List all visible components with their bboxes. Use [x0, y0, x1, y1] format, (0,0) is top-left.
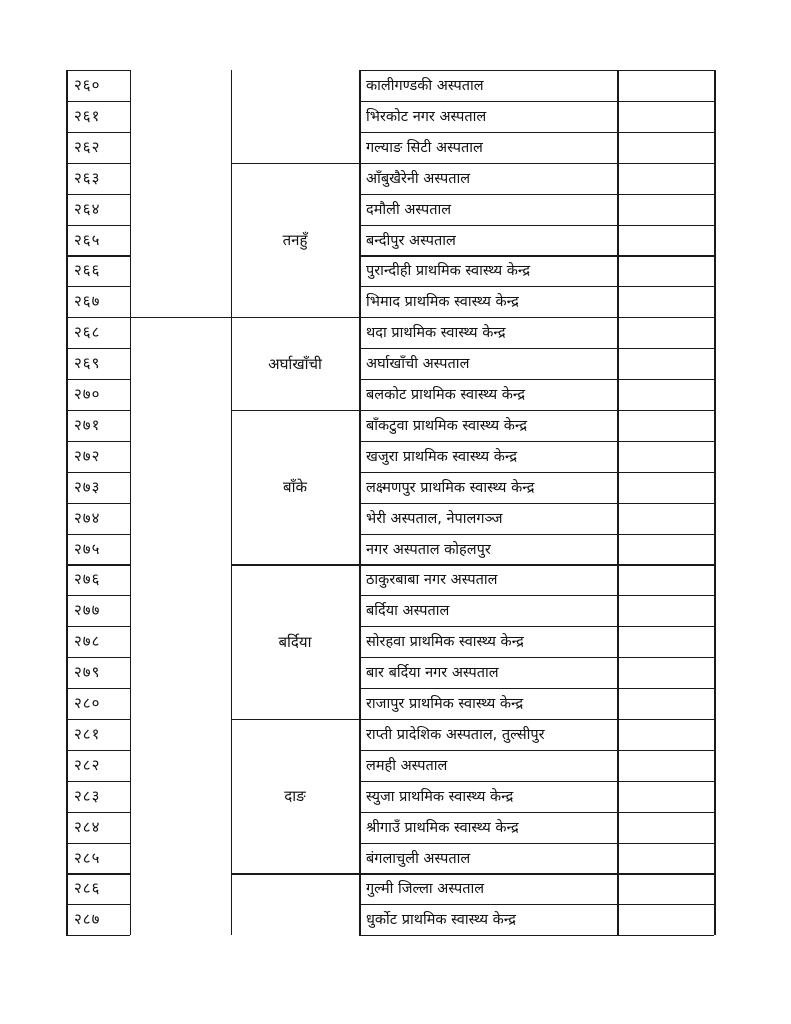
district-break-line: [231, 873, 359, 874]
district-name: तनहुँ: [282, 230, 308, 249]
hospital-name: राजापुर प्राथमिक स्वास्थ्य केन्द्र: [366, 696, 524, 712]
serial-number: २६७: [74, 292, 101, 311]
hospital-name: बर्दिया अस्पताल: [366, 603, 450, 620]
hospital-name: सोरहवा प्राथमिक स्वास्थ्य केन्द्र: [366, 634, 524, 651]
serial-number: २८५: [74, 848, 101, 867]
serial-number: २६१: [74, 106, 101, 125]
serial-number: २८२: [74, 755, 101, 774]
serial-number: २७४: [74, 508, 101, 527]
serial-number: २८४: [74, 817, 101, 836]
hospital-name: पुरान्दीही प्राथमिक स्वास्थ्य केन्द्र: [366, 263, 531, 280]
serial-number: २६४: [74, 199, 101, 218]
serial-number: २६३: [74, 168, 101, 187]
hospital-name: गल्याङ सिटी अस्पताल: [366, 139, 483, 156]
serial-number: २७३: [74, 477, 101, 496]
row-line-hospital: [359, 935, 714, 936]
serial-number: २६९: [74, 354, 101, 373]
serial-number: २८७: [74, 910, 101, 929]
hospital-name: भेरी अस्पताल, नेपालगञ्ज: [366, 510, 503, 527]
hospital-name: लमही अस्पताल: [366, 757, 448, 774]
serial-number: २७७: [74, 601, 101, 620]
district-name: अर्घाखाँची: [268, 354, 322, 373]
row-line-serial: [66, 935, 130, 936]
serial-number: २८३: [74, 786, 101, 805]
serial-number: २८०: [74, 694, 101, 712]
col-border-right: [714, 70, 716, 935]
serial-number: २७९: [74, 663, 101, 682]
hospital-name: स्युजा प्राथमिक स्वास्थ्य केन्द्र: [366, 788, 514, 805]
district-name: बाँके: [283, 478, 307, 497]
district-break-line: [231, 317, 359, 318]
hospital-name: बलकोट प्राथमिक स्वास्थ्य केन्द्र: [366, 387, 526, 403]
serial-number: २६६: [74, 261, 101, 280]
serial-number: २७१: [74, 415, 101, 434]
serial-number: २७६: [74, 570, 101, 589]
hospital-name: खजुरा प्राथमिक स्वास्थ्य केन्द्र: [366, 448, 518, 465]
serial-number: २६८: [74, 323, 101, 342]
hospital-name: आँबुखैरेनी अस्पताल: [366, 170, 471, 187]
serial-number: २७२: [74, 446, 101, 465]
district-name: बर्दिया: [278, 632, 312, 651]
hospital-name: बार बर्दिया नगर अस्पताल: [366, 665, 499, 682]
hospital-name: श्रीगाउँ प्राथमिक स्वास्थ्य केन्द्र: [366, 819, 519, 836]
hospital-name: बन्दीपुर अस्पताल: [366, 232, 456, 249]
serial-number: २६५: [74, 230, 101, 249]
hospital-name: गुल्मी जिल्ला अस्पताल: [366, 881, 485, 898]
serial-number: २७५: [74, 539, 101, 558]
hospital-name: थदा प्राथमिक स्वास्थ्य केन्द्र: [366, 325, 506, 342]
district-name: दाङ: [284, 787, 306, 806]
hospital-name: राप्ती प्रादेशिक अस्पताल, तुल्सीपुर: [366, 726, 545, 743]
hospital-name: दमौली अस्पताल: [366, 201, 452, 218]
district-break-line: [231, 410, 359, 411]
hospital-name: भिमाद प्राथमिक स्वास्थ्य केन्द्र: [366, 294, 519, 311]
serial-number: २७०: [74, 385, 101, 403]
hospital-name: धुर्कोट प्राथमिक स्वास्थ्य केन्द्र: [366, 912, 516, 929]
serial-number: २६२: [74, 137, 101, 156]
hospital-name: अर्घाखाँची अस्पताल: [366, 356, 470, 373]
district-break-line: [231, 719, 359, 720]
hospital-name: ठाकुरबाबा नगर अस्पताल: [366, 572, 498, 589]
serial-number: २६०: [74, 76, 101, 94]
hospital-name: कालीगण्डकी अस्पताल: [366, 78, 484, 94]
serial-number: २८६: [74, 879, 101, 898]
district-break-line: [231, 564, 359, 565]
hospital-name: लक्ष्मणपुर प्राथमिक स्वास्थ्य केन्द्र: [366, 479, 535, 496]
district-break-line: [231, 163, 359, 164]
serial-number: २८१: [74, 724, 101, 743]
hospital-name: नगर अस्पताल कोहलपुर: [366, 541, 491, 558]
hospital-name: बाँकटुवा प्राथमिक स्वास्थ्य केन्द्र: [366, 417, 528, 434]
hospital-name: भिरकोट नगर अस्पताल: [366, 108, 487, 125]
serial-number: २७८: [74, 632, 101, 651]
hospital-name: बंगलाचुली अस्पताल: [366, 850, 471, 867]
